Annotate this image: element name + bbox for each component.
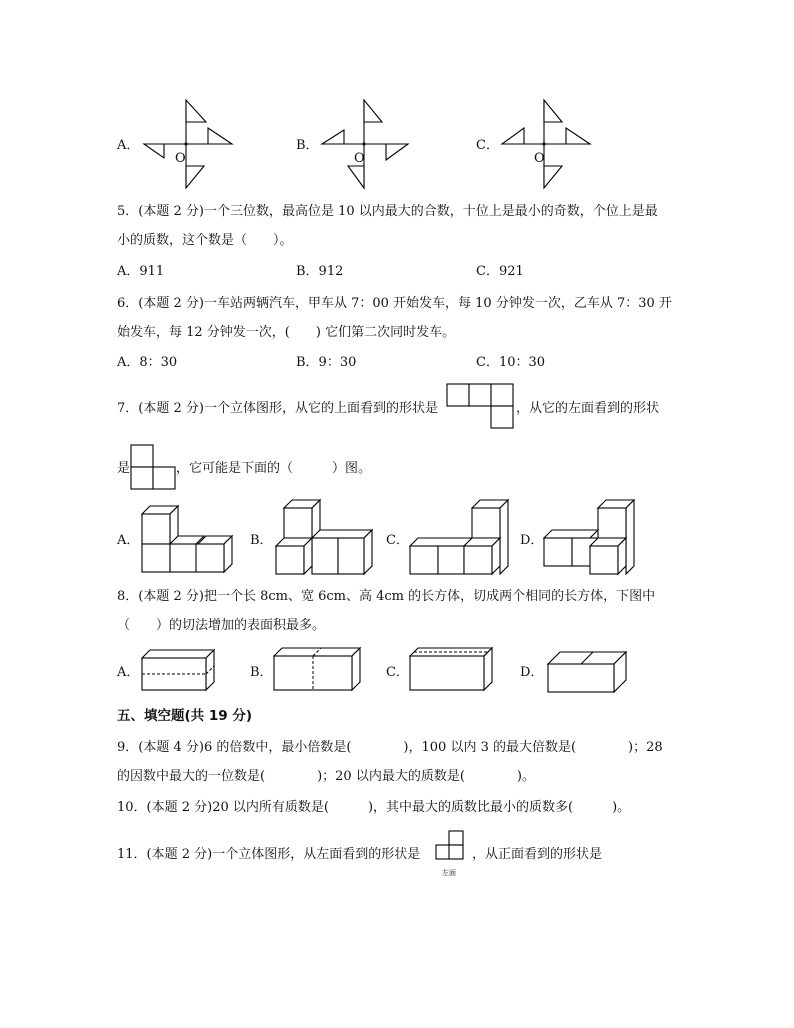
q7-cubes-a bbox=[138, 506, 248, 574]
q8-box-b bbox=[272, 646, 364, 692]
q11-left-view-caption: 左面 bbox=[442, 869, 456, 877]
q6-option-a[interactable]: A．8：30 bbox=[117, 355, 178, 370]
q5-option-c[interactable]: C．921 bbox=[476, 264, 524, 279]
q4-option-c-label: C． bbox=[476, 138, 499, 153]
q6-line-2: 始发车，每 12 分钟发一次，( ) 它们第二次同时发车。 bbox=[117, 325, 456, 340]
q7-option-a-label[interactable]: A． bbox=[117, 533, 140, 548]
q7-cubes-b bbox=[272, 500, 382, 578]
q9-line-1: 9．(本题 4 分)6 的倍数中，最小倍数是( )，100 以内 3 的最大倍数是( )；28 bbox=[117, 740, 663, 755]
q8-option-a-label[interactable]: A． bbox=[117, 665, 140, 680]
q7-option-c-label[interactable]: C． bbox=[386, 533, 409, 548]
q11-line-1b: ，从正面看到的形状是 bbox=[472, 847, 603, 862]
q6-option-c[interactable]: C．10：30 bbox=[476, 355, 546, 370]
q7-option-b-label[interactable]: B． bbox=[250, 533, 273, 548]
q10-line-1: 10．(本题 2 分)20 以内所有质数是( )，其中最大的质数比最小的质数多( )。 bbox=[117, 800, 631, 815]
q8-box-a bbox=[140, 648, 218, 692]
q4-figure-a bbox=[140, 98, 235, 190]
q4-figure-c bbox=[498, 98, 593, 190]
q7-left-view-shape bbox=[131, 445, 177, 491]
q5-line-1: 5．(本题 2 分)一个三位数，最高位是 10 以内最大的合数，十位上是最小的奇数，个位上是最 bbox=[117, 204, 658, 219]
q7-option-d-label[interactable]: D． bbox=[520, 533, 544, 548]
q9-line-2: 的因数中最大的一位数是( )；20 以内最大的质数是( )。 bbox=[117, 769, 535, 784]
q4-center-b: O bbox=[354, 151, 365, 166]
q7-line-1b: ，从它的左面看到的形状 bbox=[516, 401, 660, 416]
q6-option-b[interactable]: B．9：30 bbox=[296, 355, 357, 370]
q7-cubes-d bbox=[542, 500, 652, 578]
q5-option-a[interactable]: A．911 bbox=[117, 264, 165, 279]
q4-center-a: O bbox=[175, 151, 186, 166]
q4-figure-b bbox=[318, 98, 413, 190]
q5-option-b[interactable]: B．912 bbox=[296, 264, 344, 279]
q8-box-d bbox=[546, 650, 630, 694]
q11-left-view-shape bbox=[436, 830, 468, 862]
section-5-title: 五、填空题(共 19 分) bbox=[117, 708, 253, 724]
q7-line-2a: 是 bbox=[117, 461, 131, 476]
q4-option-a-label: A． bbox=[117, 138, 140, 153]
q8-option-b-label[interactable]: B． bbox=[250, 665, 273, 680]
q7-cubes-c bbox=[408, 500, 518, 578]
q4-option-b-label: B． bbox=[296, 138, 319, 153]
q7-top-view-shape bbox=[447, 384, 519, 430]
q11-line-1a: 11．(本题 2 分)一个立体图形，从左面看到的形状是 bbox=[117, 847, 421, 862]
q8-option-c-label[interactable]: C． bbox=[386, 665, 409, 680]
q7-line-1a: 7．(本题 2 分)一个立体图形，从它的上面看到的形状是 bbox=[117, 401, 438, 416]
q8-line-1: 8．(本题 2 分)把一个长 8cm、宽 6cm、高 4cm 的长方体，切成两个相同的长方体，下图中 bbox=[117, 589, 656, 604]
q5-line-2: 小的质数，这个数是（ ）。 bbox=[117, 233, 293, 248]
q7-line-2b: ，它可能是下面的（ ）图。 bbox=[176, 461, 372, 476]
q8-box-c bbox=[408, 646, 496, 692]
q4-center-c: O bbox=[534, 151, 545, 166]
q6-line-1: 6．(本题 2 分)一车站两辆汽车，甲车从 7：00 开始发车，每 10 分钟发一次，乙车从 7：30 开 bbox=[117, 296, 672, 311]
q8-line-2: （ ）的切法增加的表面积最多。 bbox=[117, 618, 326, 633]
q8-option-d-label[interactable]: D． bbox=[520, 665, 544, 680]
